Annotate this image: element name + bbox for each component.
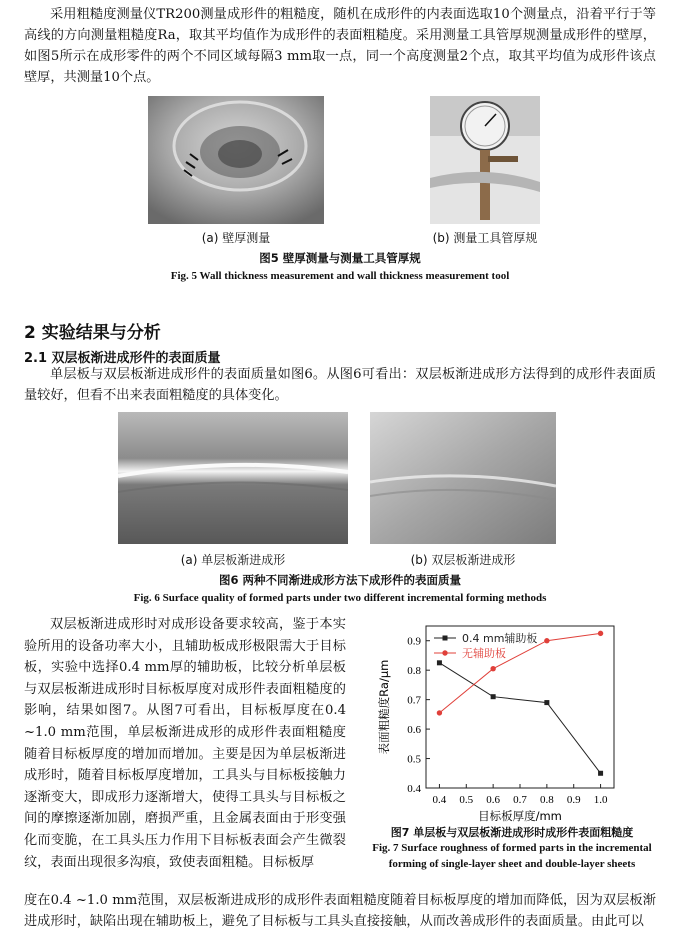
- fig5-caption-en: Fig. 5 Wall thickness measurement and wall thickness measurement tool: [170, 270, 510, 282]
- x-axis-label: 目标板厚度/mm: [478, 809, 562, 823]
- paragraph-bottom: 度在0.4 ~1.0 mm范围，双层板渐进成形的成形件表面粗糙度随着目标板厚度的增加而降低，因为双层板渐进成形时，缺陷出现在辅助板上，避免了目标板与工具头直接接触，从而改善成形件的表面质量。由此可以: [24, 893, 656, 929]
- fig5b-photo: [430, 96, 540, 224]
- data-point-circle: [490, 666, 495, 671]
- fig6b-subcaption: (b) 双层板渐进成形: [410, 553, 516, 567]
- fig6a-photo: [118, 412, 348, 544]
- y-tick-label: 0.6: [407, 724, 421, 737]
- legend-label-2: 无辅助板: [462, 647, 506, 660]
- fig7-caption-cn: 图7 单层板与双层板渐进成形时成形件表面粗糙度: [390, 826, 634, 839]
- y-tick-label: 0.7: [407, 694, 421, 707]
- x-tick-label: 0.9: [566, 794, 581, 806]
- section-heading: 2 实验结果与分析: [24, 323, 161, 343]
- fig5a-subcaption: (a) 壁厚测量: [201, 231, 271, 245]
- x-tick-label: 0.7: [513, 794, 527, 806]
- data-point-square: [544, 700, 549, 705]
- y-tick-label: 0.8: [407, 665, 421, 678]
- data-point-square: [437, 660, 442, 665]
- series-line-1: [439, 663, 600, 773]
- y-tick-label: 0.5: [407, 753, 421, 766]
- fig6-caption-en: Fig. 6 Surface quality of formed parts under two different incremental forming methods: [133, 592, 547, 604]
- fig7-caption-en-1: Fig. 7 Surface roughness of formed parts in the incremental: [372, 842, 652, 854]
- legend-marker-1: [443, 636, 448, 641]
- fig7-chart: [368, 618, 668, 832]
- x-tick-label: 0.8: [539, 794, 554, 806]
- plot-frame: [426, 626, 614, 788]
- fig7-caption-en-2: forming of single-layer sheet and double-layer sheets: [388, 858, 636, 870]
- x-tick-label: 0.6: [486, 794, 501, 806]
- x-tick-label: 1.0: [593, 794, 608, 806]
- fig5a-photo: [148, 96, 324, 224]
- fig6a-subcaption: (a) 单层板渐进成形: [180, 553, 286, 567]
- data-point-circle: [437, 710, 442, 715]
- fig6-caption-cn: 图6 两种不同渐进成形方法下成形件的表面质量: [218, 573, 461, 587]
- series-line-2: [439, 633, 600, 713]
- legend-label-1: 0.4 mm辅助板: [462, 632, 538, 645]
- fig6b-photo: [370, 412, 556, 544]
- legend-marker-2: [442, 650, 447, 655]
- paragraph-top: 采用粗糙度测量仪TR200测量成形件的粗糙度，随机在成形件的内表面选取10个测量点，沿着平行于等高线的方向测量粗糙度Ra，取其平均值作为成形件的表面粗糙度。采用测量工具管厚规测量成形件的壁厚，如图5所示在成形零件的两个不同区域每隔3 mm取一点，同一个高度测量2个点，取其平均值为成形件该点壁厚，共测量10个点。: [24, 7, 656, 85]
- data-point-circle: [598, 631, 603, 636]
- y-axis-label: 表面粗糙度Ra/μm: [377, 659, 391, 755]
- fig5b-subcaption: (b) 测量工具管厚规: [432, 231, 538, 245]
- x-tick-label: 0.5: [459, 794, 474, 806]
- x-tick-label: 0.4: [432, 794, 447, 806]
- data-point-circle: [544, 638, 549, 643]
- y-tick-label: 0.9: [407, 635, 421, 648]
- fig5-caption-cn: 图5 壁厚测量与测量工具管厚规: [259, 251, 421, 265]
- paragraph-left: 双层板渐进成形时对成形设备要求较高，鉴于本实验所用的设备功率大小，且辅助板成形极限需大于目标板，实验中选择0.4 mm厚的辅助板，比较分析单层板与双层板渐进成形时目标板厚度对成形件表面粗糙度的影响，结果如图7。从图7可看出，目标板厚度在0.4 ~1.0 mm范围，单层板渐进成形的成形件表面粗糙度随着目标板厚度的增加而增加。主要是因为单层板渐进成形时，随着目标板厚度增加，工具头与目标板接触力逐渐变大，即成形力逐渐增大，使得工具头与目标板之间的摩擦逐渐加剧，磨损严重，且金属表面由于形变强化而变脆，在工具头压力作用下目标板表面会产生微裂纹，表面出现很多沟痕，致使表面粗糙。目标板厚: [24, 617, 346, 870]
- data-point-square: [491, 694, 496, 699]
- section-paragraph: 单层板与双层板渐进成形件的表面质量如图6。从图6可看出：双层板渐进成形方法得到的成形件表面质量较好，但看不出来表面粗糙度的具体变化。: [24, 367, 656, 403]
- data-point-square: [598, 771, 603, 776]
- subsection-heading: 2.1 双层板渐进成形件的表面质量: [24, 351, 221, 366]
- y-tick-label: 0.4: [407, 783, 421, 795]
